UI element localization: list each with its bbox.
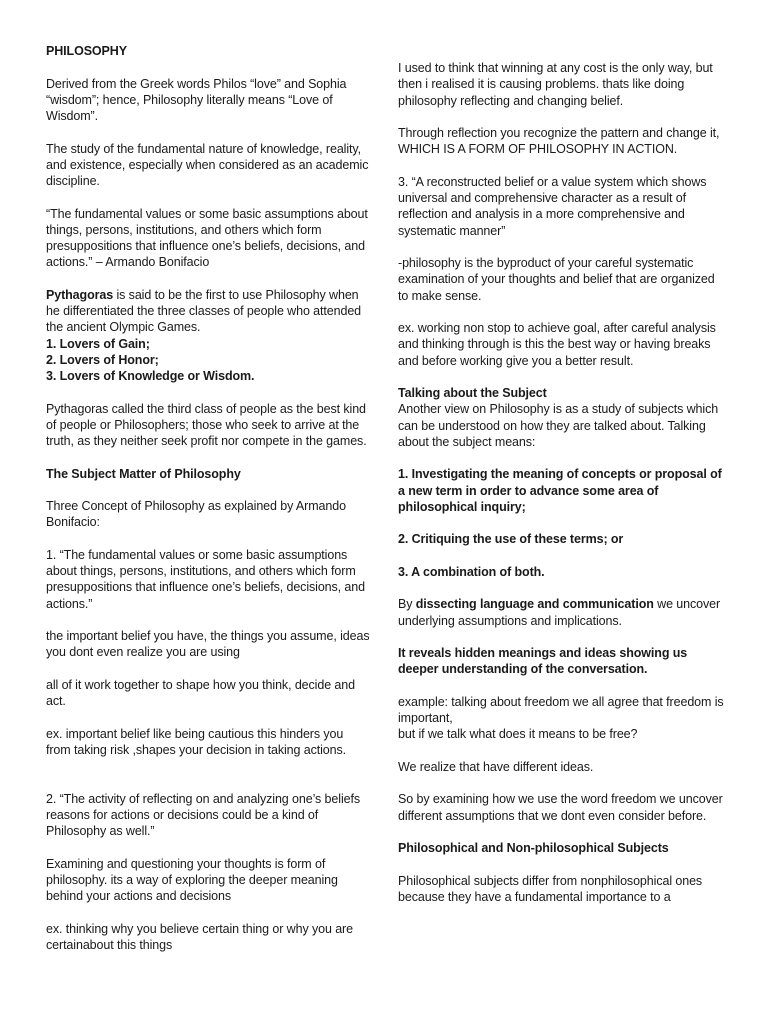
class-item-3: 3. Lovers of Knowledge or Wisdom.: [46, 369, 255, 383]
philosophical-subjects-paragraph: Philosophical subjects differ from nonphilosophical ones because they have a fundamental importance to a: [398, 873, 703, 904]
freedom-conclusion: So by examining how we use the word freedom we uncover different assumptions that we dont even consider before.: [398, 792, 723, 823]
concept-1-note: the important belief you have, the things you assume, ideas you dont even realize you are using: [46, 629, 370, 660]
definition-paragraph: Derived from the Greek words Philos “love” and Sophia “wisdom”; hence, Philosophy literally means “Love of Wisdom”.: [46, 76, 347, 123]
subject-item-1: 1. Investigating the meaning of concepts or proposal of a new term in order to advance some area of philosophical inquiry;: [398, 467, 722, 514]
hidden-meanings-paragraph: It reveals hidden meanings and ideas showing us deeper understanding of the conversation.: [398, 646, 688, 677]
talking-subject-intro: Another view on Philosophy is as a study of subjects which can be understood on how they are talked about. Talking about the subject means:: [398, 402, 719, 449]
subject-item-3: 3. A combination of both.: [398, 564, 545, 579]
philosophical-subjects-heading: Philosophical and Non-philosophical Subjects: [398, 841, 669, 855]
winning-paragraph: I used to think that winning at any cost is the only way, but then i realised it is causing problems. thats like doing philosophy reflecting and changing belief.: [398, 61, 713, 108]
class-item-1: 1. Lovers of Gain;: [46, 336, 150, 351]
dissecting-post: we uncover underlying assumptions and implications.: [398, 597, 721, 628]
right-column: [398, 60, 726, 921]
bonifacio-quote: “The fundamental values or some basic assumptions about things, persons, institutions, and others which form presuppositions that influence one’s beliefs, decisions, and actions.” – Armando Bonifacio: [46, 206, 368, 270]
different-ideas-paragraph: We realize that have different ideas.: [398, 759, 594, 774]
freedom-example-line-2: but if we talk what does it means to be free?: [398, 727, 638, 742]
freedom-example-line-1: example: talking about freedom we all agree that freedom is important,: [398, 694, 724, 725]
class-item-2: 2. Lovers of Honor;: [46, 352, 159, 367]
study-paragraph: The study of the fundamental nature of knowledge, reality, and existence, especially when considered as an academic discipline.: [46, 141, 369, 188]
concept-1-quote: 1. “The fundamental values or some basic assumptions about things, persons, institutions, and others which form presuppositions that influence one’s beliefs, decisions, and actions.”: [46, 547, 365, 611]
concept-3-quote: 3. “A reconstructed belief or a value system which shows universal and comprehensive character as a result of reflection and analysis in a more comprehensive and systematic manner”: [398, 174, 707, 238]
dissecting-paragraph: [398, 596, 726, 629]
subject-matter-heading: The Subject Matter of Philosophy: [46, 466, 241, 481]
dissecting-pre: By: [398, 597, 416, 612]
talking-subject-heading: Talking about the Subject: [398, 386, 547, 400]
dissecting-bold: dissecting language and communication: [415, 597, 654, 612]
concept-2-quote: 2. “The activity of reflecting on and analyzing one’s beliefs reasons for actions or decisions could be a kind of Philosophy as well.”: [46, 791, 360, 838]
pythagoras-paragraph: [46, 287, 371, 336]
left-column: [46, 43, 371, 969]
byproduct-paragraph: -philosophy is the byproduct of your careful systematic examination of your thoughts and belief that are organized to make sense.: [398, 256, 715, 303]
spacer: [46, 774, 371, 790]
subject-item-2: 2. Critiquing the use of these terms; or: [398, 532, 624, 547]
concept-3-example: ex. working non stop to achieve goal, after careful analysis and thinking through is this the best way or having breaks and before working give you a better result.: [398, 321, 716, 368]
page-title: PHILOSOPHY: [46, 44, 127, 58]
concept-1-note-2: all of it work together to shape how you think, decide and act.: [46, 677, 355, 708]
pythagoras-text: is said to be the first to use Philosophy when he differentiated the three classes of people who attended the ancient Olympic Games.: [46, 287, 362, 335]
concept-2-example: ex. thinking why you believe certain thing or why you are certainabout this things: [46, 921, 353, 952]
three-concepts-intro: Three Concept of Philosophy as explained by Armando Bonifacio:: [46, 499, 346, 530]
pythagoras-name: Pythagoras: [46, 287, 114, 302]
philosophers-paragraph: Pythagoras called the third class of people as the best kind of people or Philosophers; those who seek to arrive at the truth, as they neither seek profit nor compete in the games.: [46, 401, 367, 448]
concept-1-example: ex. important belief like being cautious this hinders you from taking risk ,shapes your decision in taking actions.: [46, 726, 347, 757]
concept-2-note: Examining and questioning your thoughts is form of philosophy. its a way of exploring the deeper meaning behind your actions and decisions: [46, 856, 338, 903]
reflection-paragraph: Through reflection you recognize the pattern and change it, WHICH IS A FORM OF PHILOSOPHY IN ACTION.: [398, 126, 720, 157]
